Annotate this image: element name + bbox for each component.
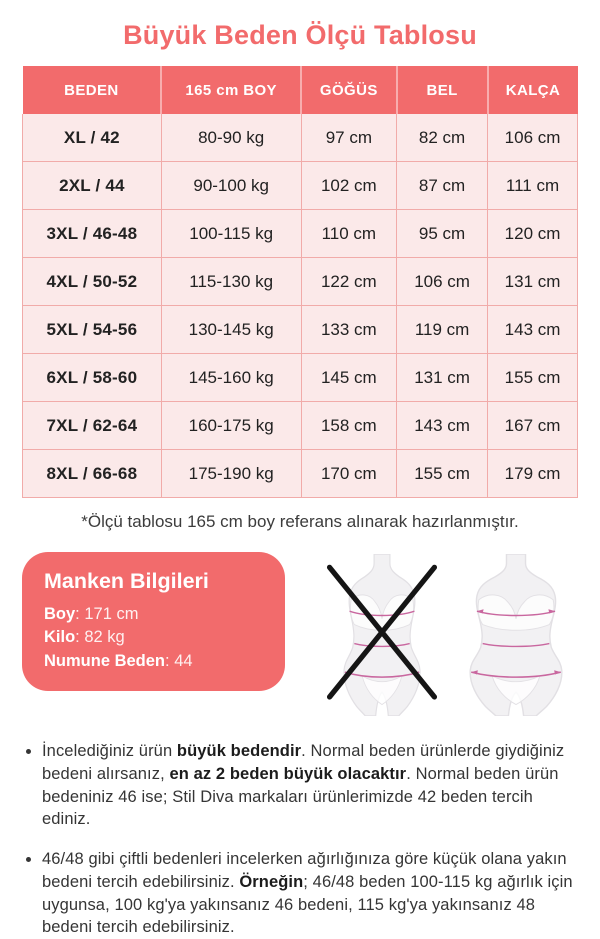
measurement-cell: 143 cm [488, 306, 578, 354]
measurement-cell: 111 cm [488, 162, 578, 210]
measurement-cell: 97 cm [301, 114, 396, 162]
measurement-cell: 90-100 kg [161, 162, 301, 210]
bullet-text-segment: . Normal beden ürünlerde giydiğiniz bedeni alırsanız, [42, 742, 565, 783]
model-card-title: Manken Bilgileri [44, 569, 209, 593]
table-row [23, 114, 578, 162]
info-bullet-1 [42, 740, 574, 831]
info-bullet-list [22, 740, 578, 939]
size-cell: 2XL / 44 [23, 162, 162, 210]
measurement-cell: 131 cm [397, 354, 488, 402]
measurement-cell: 80-90 kg [161, 114, 301, 162]
size-cell: 8XL / 66-68 [23, 450, 162, 498]
measurement-cell: 119 cm [397, 306, 488, 354]
column-header-4: KALÇA [488, 66, 578, 114]
model-height-row [44, 603, 263, 626]
measurement-cell: 106 cm [397, 258, 488, 306]
measurement-cell: 87 cm [397, 162, 488, 210]
model-sample-size-row [44, 650, 263, 673]
measurement-cell: 158 cm [301, 402, 396, 450]
measurement-cell: 82 cm [397, 114, 488, 162]
header-row [23, 66, 578, 114]
model-sample-size-value: 44 [174, 651, 193, 670]
table-footnote: *Ölçü tablosu 165 cm boy referans alınarak hazırlanmıştır. [81, 512, 519, 531]
table-row [23, 354, 578, 402]
model-weight-value: 82 kg [84, 628, 125, 647]
size-table [22, 66, 578, 498]
size-cell: 6XL / 58-60 [23, 354, 162, 402]
page-title: Büyük Beden Ölçü Tablosu [123, 20, 477, 50]
bullet-text-segment: Örneğin [239, 872, 304, 891]
measurement-cell: 102 cm [301, 162, 396, 210]
size-cell: 4XL / 50-52 [23, 258, 162, 306]
column-header-2: GÖĞÜS [301, 66, 396, 114]
measurement-cell: 133 cm [301, 306, 396, 354]
size-table-body [23, 114, 578, 498]
bullet-text-segment: 46/48 gibi çiftli bedenleri incelerken ağırlığınıza göre küçük olana yakın bedeni tercih edebilirsiniz. [42, 850, 567, 891]
measurement-cell: 155 cm [397, 450, 488, 498]
measurement-cell: 145-160 kg [161, 354, 301, 402]
measurement-cell: 179 cm [488, 450, 578, 498]
model-weight-row [44, 626, 263, 649]
model-info-section [22, 552, 578, 716]
measurement-cell: 155 cm [488, 354, 578, 402]
measurement-cell: 106 cm [488, 114, 578, 162]
bullet-text-segment: en az 2 beden büyük olacaktır [169, 764, 407, 783]
measurement-cell: 131 cm [488, 258, 578, 306]
measurement-cell: 100-115 kg [161, 210, 301, 258]
model-sample-size-label: Numune Beden [44, 651, 166, 670]
size-cell: 7XL / 62-64 [23, 402, 162, 450]
measurement-cell: 143 cm [397, 402, 488, 450]
separator: : [165, 651, 175, 670]
measurement-cell: 130-145 kg [161, 306, 301, 354]
measurement-cell: 145 cm [301, 354, 396, 402]
measurement-cell: 167 cm [488, 402, 578, 450]
size-table-header [23, 66, 578, 114]
column-header-1: 165 cm BOY [161, 66, 301, 114]
table-row [23, 210, 578, 258]
separator: : [75, 605, 85, 623]
model-height-label: Boy [44, 605, 76, 623]
column-header-0: BEDEN [23, 66, 162, 114]
table-row [23, 402, 578, 450]
model-info-card [22, 552, 285, 691]
info-bullet-2 [42, 848, 574, 939]
bullet-text-segment: ; 46/48 beden 100-115 kg ağırlık için uygunsa, 100 kg'ya yakınsanız 46 bedeni, 115 kg'ya yakınsanız 48 bedeni tercih edebilirsiniz. [42, 872, 573, 937]
size-cell: 5XL / 54-56 [23, 306, 162, 354]
plus-figure-illustration [454, 554, 578, 716]
bullet-text-segment: . Normal beden ürün bedeniniz 46 ise; Stil Diva markaları ürünlerimizde 42 beden tercih ediniz. [42, 764, 559, 829]
model-height-value: 171 cm [84, 605, 139, 623]
measurement-cell: 170 cm [301, 450, 396, 498]
measurement-cell: 115-130 kg [161, 258, 301, 306]
table-row [23, 258, 578, 306]
measurement-cell: 122 cm [301, 258, 396, 306]
measurement-cell: 175-190 kg [161, 450, 301, 498]
bullet-text-segment: büyük bedendir [176, 742, 302, 760]
slim-figure-crossed-illustration [320, 554, 444, 716]
plus-body-figure-icon [454, 554, 578, 716]
size-cell: 3XL / 46-48 [23, 210, 162, 258]
size-cell: XL / 42 [23, 114, 162, 162]
table-row [23, 162, 578, 210]
body-figure-illustrations [285, 554, 578, 716]
column-header-3: BEL [397, 66, 488, 114]
bullet-text-segment: İncelediğiniz ürün [42, 742, 177, 760]
table-row [23, 306, 578, 354]
measurement-cell: 110 cm [301, 210, 396, 258]
measurement-cell: 95 cm [397, 210, 488, 258]
measurement-cell: 160-175 kg [161, 402, 301, 450]
measurement-cell: 120 cm [488, 210, 578, 258]
model-weight-label: Kilo [44, 628, 76, 647]
separator: : [75, 628, 85, 647]
slim-body-figure-icon [320, 554, 444, 716]
table-row [23, 450, 578, 498]
